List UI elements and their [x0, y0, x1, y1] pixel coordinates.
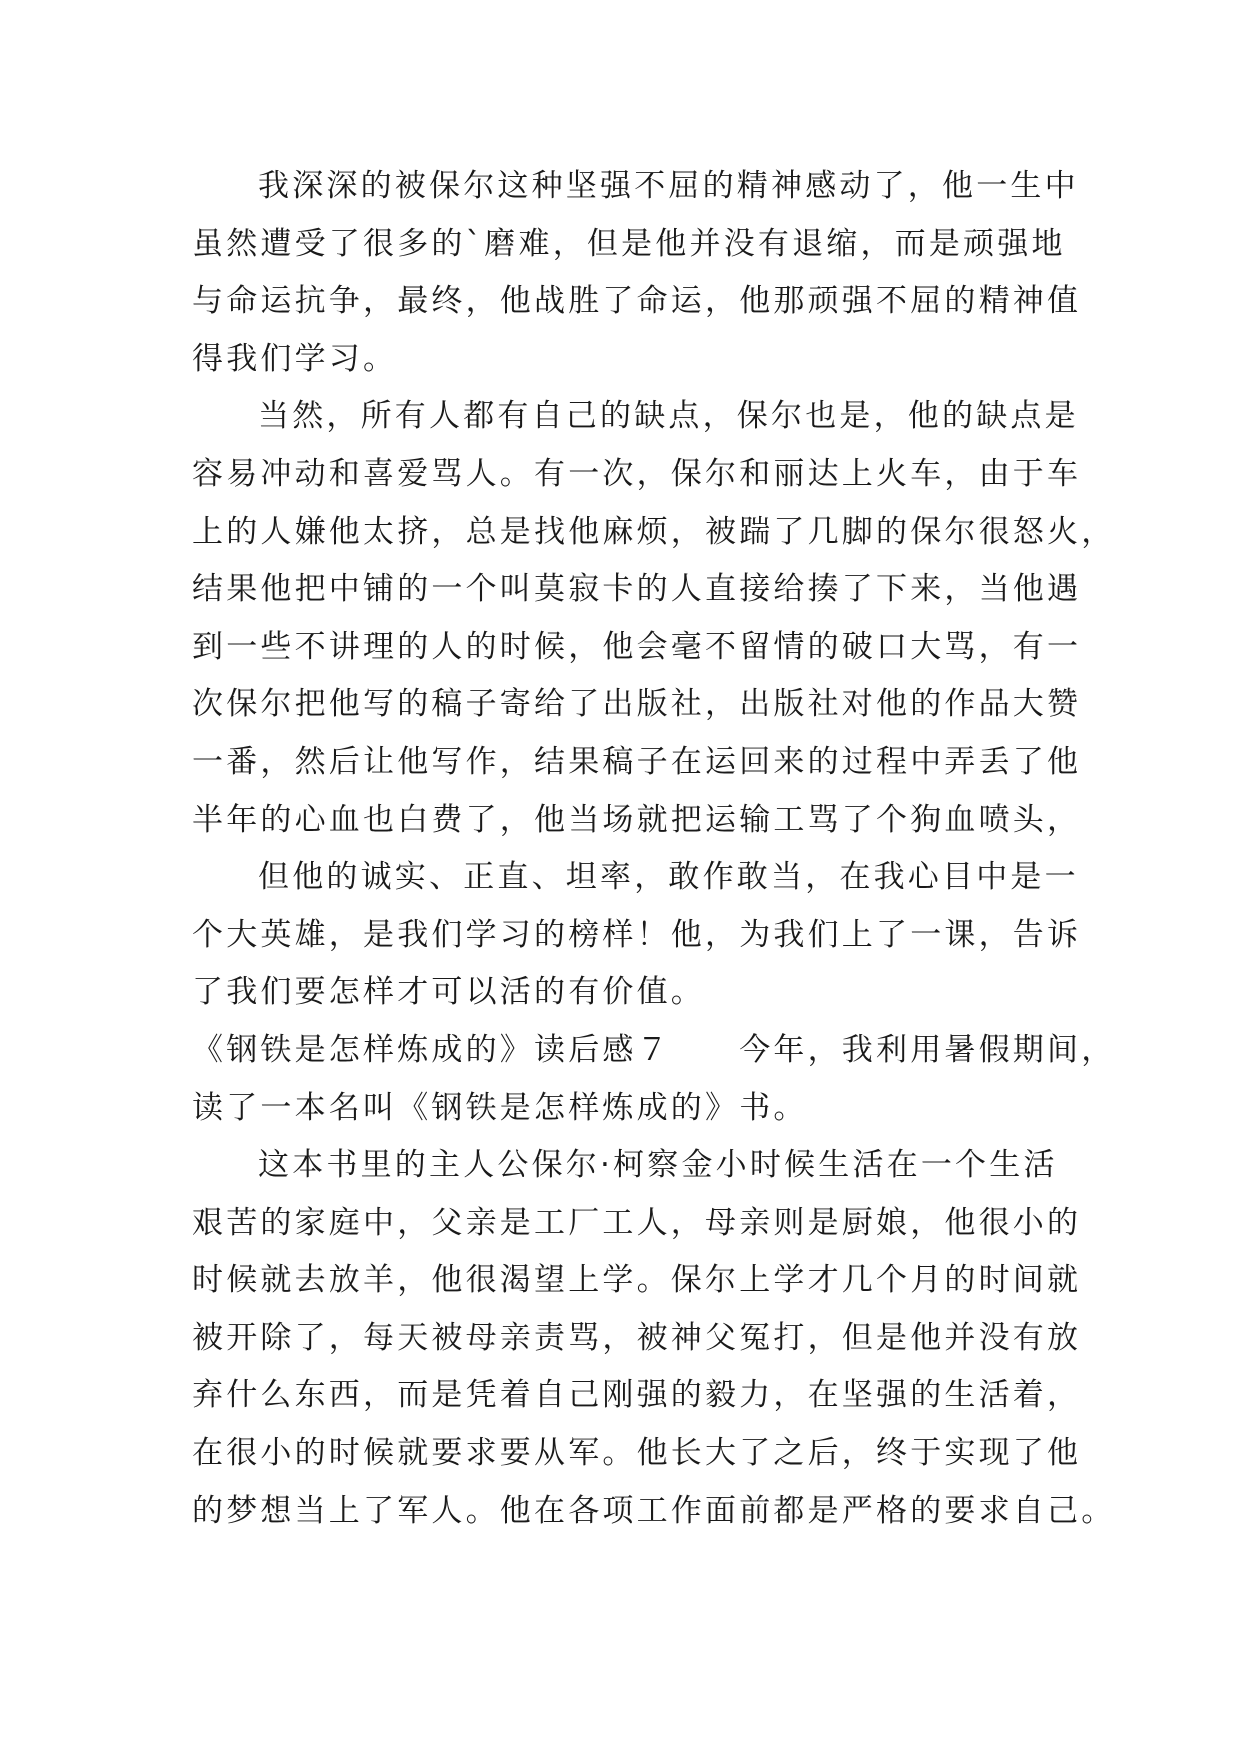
text-line: 上的人嫌他太挤，总是找他麻烦，被踹了几脚的保尔很怒火， [192, 513, 1116, 550]
text-line: 被开除了，每天被母亲责骂，被神父冤打，但是他并没有放 [192, 1319, 1082, 1356]
text-line: 一番，然后让他写作，结果稿子在运回来的过程中弄丢了他 [192, 743, 1082, 780]
text-line: 得我们学习。 [192, 340, 398, 377]
text-line: 在很小的时候就要求要从军。他长大了之后，终于实现了他 [192, 1435, 1082, 1472]
text-line: 的梦想当上了军人。他在各项工作面前都是严格的要求自己。 [192, 1492, 1116, 1529]
text-line: 结果他把中铺的一个叫莫寂卡的人直接给揍了下来，当他遇 [192, 571, 1082, 608]
text-line: 这本书里的主人公保尔·柯察金小时候生活在一个生活 [258, 1147, 1058, 1184]
text-line: 读了一本名叫《钢铁是怎样炼成的》书。 [192, 1089, 808, 1126]
document-body [192, 158, 1116, 1540]
text-line: 了我们要怎样才可以活的有价值。 [192, 974, 705, 1011]
text-line: 艰苦的家庭中，父亲是工厂工人，母亲则是厨娘，他很小的 [192, 1204, 1082, 1241]
text-line: 当然，所有人都有自己的缺点，保尔也是，他的缺点是 [258, 398, 1079, 435]
text-line: 容易冲动和喜爱骂人。有一次，保尔和丽达上火车，由于车 [192, 455, 1082, 492]
text-line: 到一些不讲理的人的时候，他会毫不留情的破口大骂，有一 [192, 628, 1082, 665]
text-line: 《钢铁是怎样炼成的》读后感７ 今年，我利用暑假期间， [192, 1031, 1116, 1068]
text-line: 但他的诚实、正直、坦率，敢作敢当，在我心目中是一 [258, 859, 1079, 896]
text-line: 次保尔把他写的稿子寄给了出版社，出版社对他的作品大赞 [192, 686, 1082, 723]
text-line: 与命运抗争，最终，他战胜了命运，他那顽强不屈的精神值 [192, 283, 1082, 320]
text-line: 我深深的被保尔这种坚强不屈的精神感动了，他一生中 [258, 168, 1079, 204]
text-line: 弃什么东西，而是凭着自己刚强的毅力，在坚强的生活着， [192, 1377, 1082, 1414]
text-line: 半年的心血也白费了，他当场就把运输工骂了个狗血喷头， [192, 801, 1082, 838]
text-line: 个大英雄，是我们学习的榜样！他，为我们上了一课，告诉 [192, 916, 1082, 953]
text-line: 虽然遭受了很多的`磨难，但是他并没有退缩，而是顽强地 [192, 225, 1066, 262]
text-line: 时候就去放羊，他很渴望上学。保尔上学才几个月的时间就 [192, 1262, 1082, 1299]
